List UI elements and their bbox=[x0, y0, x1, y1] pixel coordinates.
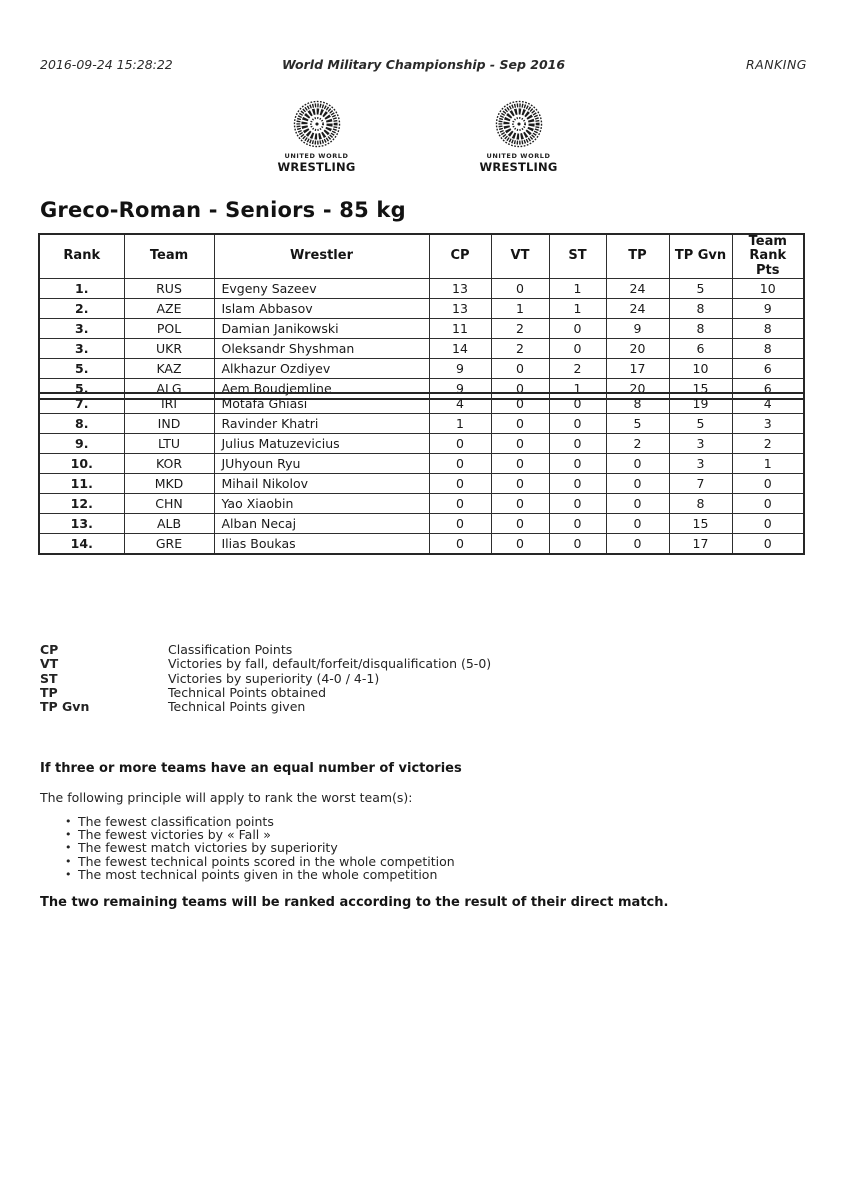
cell-tp_gvn: 3 bbox=[669, 434, 732, 454]
cell-vt: 1 bbox=[491, 298, 549, 318]
cell-tp_gvn: 8 bbox=[669, 494, 732, 514]
cell-wrestler: Aem Boudjemline bbox=[214, 378, 429, 399]
col-header-vt: VT bbox=[491, 234, 549, 278]
cell-cp: 13 bbox=[429, 278, 491, 298]
cell-pts: 0 bbox=[732, 514, 804, 534]
cell-st: 0 bbox=[549, 534, 606, 555]
table-row bbox=[39, 338, 804, 358]
col-header-team-rank-pts: Team Rank Pts bbox=[732, 234, 804, 278]
table-row bbox=[39, 298, 804, 318]
cell-wrestler: JUhyoun Ryu bbox=[214, 454, 429, 474]
cell-rank: 11. bbox=[39, 474, 124, 494]
ranking-table-top bbox=[38, 233, 805, 400]
logo-row bbox=[0, 98, 843, 174]
legend-term: TP Gvn bbox=[40, 699, 90, 715]
cell-tp: 0 bbox=[606, 474, 669, 494]
logo-text-wrestling: WRESTLING bbox=[479, 160, 558, 174]
cell-team: UKR bbox=[124, 338, 214, 358]
col-header-rank: Rank bbox=[39, 234, 124, 278]
col-header-tp-gvn: TP Gvn bbox=[669, 234, 732, 278]
table-row bbox=[39, 358, 804, 378]
cell-st: 0 bbox=[549, 414, 606, 434]
cell-tp: 20 bbox=[606, 378, 669, 399]
cell-pts: 0 bbox=[732, 534, 804, 555]
cell-team: ALG bbox=[124, 378, 214, 399]
cell-tp: 9 bbox=[606, 318, 669, 338]
cell-st: 0 bbox=[549, 318, 606, 338]
cell-cp: 13 bbox=[429, 298, 491, 318]
championship-title: World Military Championship - Sep 2016 bbox=[281, 57, 566, 72]
cell-team: CHN bbox=[124, 494, 214, 514]
cell-pts: 6 bbox=[732, 378, 804, 399]
tiebreak-rules-section bbox=[40, 761, 820, 910]
cell-st: 0 bbox=[549, 434, 606, 454]
cell-cp: 0 bbox=[429, 494, 491, 514]
cell-rank: 5. bbox=[39, 358, 124, 378]
rule-bullet: • The most technical points given in the whole competition bbox=[65, 868, 820, 881]
legend-desc: Victories by fall, default/forfeit/disqualification (5-0) bbox=[168, 656, 492, 672]
cell-vt: 0 bbox=[491, 514, 549, 534]
document-header bbox=[40, 57, 807, 73]
cell-vt: 2 bbox=[491, 318, 549, 338]
cell-vt: 0 bbox=[491, 278, 549, 298]
legend-term: TP bbox=[40, 684, 58, 700]
uww-emblem-icon bbox=[479, 98, 559, 150]
table-row bbox=[39, 454, 804, 474]
cell-rank: 8. bbox=[39, 414, 124, 434]
rules-bullet-list bbox=[40, 815, 820, 881]
uww-logo-right bbox=[479, 98, 559, 174]
cell-tp: 5 bbox=[606, 414, 669, 434]
legend-term: VT bbox=[40, 656, 59, 672]
col-header-tp: TP bbox=[606, 234, 669, 278]
legend-desc: Victories by superiority (4-0 / 4-1) bbox=[168, 670, 380, 686]
legend-row-tp-gvn bbox=[40, 700, 491, 714]
cell-wrestler: Motafa Ghiasi bbox=[214, 393, 429, 414]
cell-cp: 0 bbox=[429, 454, 491, 474]
cell-vt: 0 bbox=[491, 378, 549, 399]
cell-vt: 0 bbox=[491, 414, 549, 434]
cell-tp: 24 bbox=[606, 298, 669, 318]
cell-team: RUS bbox=[124, 278, 214, 298]
cell-team: GRE bbox=[124, 534, 214, 555]
cell-tp: 0 bbox=[606, 514, 669, 534]
cell-tp_gvn: 8 bbox=[669, 298, 732, 318]
cell-vt: 0 bbox=[491, 494, 549, 514]
cell-tp_gvn: 15 bbox=[669, 514, 732, 534]
cell-vt: 0 bbox=[491, 434, 549, 454]
cell-wrestler: Mihail Nikolov bbox=[214, 474, 429, 494]
cell-rank: 9. bbox=[39, 434, 124, 454]
rule-bullet: • The fewest match victories by superiority bbox=[65, 841, 820, 854]
cell-team: MKD bbox=[124, 474, 214, 494]
cell-rank: 1. bbox=[39, 278, 124, 298]
cell-team: AZE bbox=[124, 298, 214, 318]
cell-pts: 1 bbox=[732, 454, 804, 474]
cell-st: 2 bbox=[549, 358, 606, 378]
table-row bbox=[39, 414, 804, 434]
legend-row-vt bbox=[40, 657, 491, 671]
cell-rank: 12. bbox=[39, 494, 124, 514]
table-row bbox=[39, 534, 804, 555]
cell-cp: 4 bbox=[429, 393, 491, 414]
cell-tp: 0 bbox=[606, 454, 669, 474]
cell-wrestler: Damian Janikowski bbox=[214, 318, 429, 338]
cell-pts: 3 bbox=[732, 414, 804, 434]
cell-tp_gvn: 17 bbox=[669, 534, 732, 555]
table-row bbox=[39, 278, 804, 298]
cell-tp: 2 bbox=[606, 434, 669, 454]
abbreviation-legend bbox=[40, 643, 491, 714]
cell-vt: 0 bbox=[491, 534, 549, 555]
cell-cp: 0 bbox=[429, 474, 491, 494]
cell-cp: 0 bbox=[429, 534, 491, 555]
cell-tp: 0 bbox=[606, 534, 669, 555]
cell-vt: 0 bbox=[491, 358, 549, 378]
cell-tp: 17 bbox=[606, 358, 669, 378]
cell-tp: 24 bbox=[606, 278, 669, 298]
cell-cp: 1 bbox=[429, 414, 491, 434]
table-row bbox=[39, 514, 804, 534]
cell-pts: 6 bbox=[732, 358, 804, 378]
cell-rank: 7. bbox=[39, 393, 124, 414]
col-header-cp: CP bbox=[429, 234, 491, 278]
rules-heading: If three or more teams have an equal number of victories bbox=[40, 761, 462, 776]
uww-logo-left bbox=[277, 98, 357, 174]
legend-term: CP bbox=[40, 642, 59, 657]
cell-team: KOR bbox=[124, 454, 214, 474]
cell-wrestler: Islam Abbasov bbox=[214, 298, 429, 318]
print-timestamp: 2016-09-24 15:28:22 bbox=[40, 57, 173, 72]
table-row bbox=[39, 318, 804, 338]
logo-text-united-world: UNITED WORLD bbox=[486, 152, 551, 160]
rules-footer: The two remaining teams will be ranked according to the result of their direct match. bbox=[40, 895, 669, 911]
table-row bbox=[39, 494, 804, 514]
cell-pts: 0 bbox=[732, 474, 804, 494]
cell-tp_gvn: 5 bbox=[669, 414, 732, 434]
cell-wrestler: Yao Xiaobin bbox=[214, 494, 429, 514]
legend-row-tp bbox=[40, 686, 491, 700]
cell-st: 0 bbox=[549, 494, 606, 514]
cell-wrestler: Alban Necaj bbox=[214, 514, 429, 534]
cell-st: 0 bbox=[549, 514, 606, 534]
cell-tp: 0 bbox=[606, 494, 669, 514]
cell-cp: 11 bbox=[429, 318, 491, 338]
rules-intro: The following principle will apply to rank the worst team(s): bbox=[40, 790, 413, 805]
cell-vt: 0 bbox=[491, 393, 549, 414]
cell-rank: 3. bbox=[39, 318, 124, 338]
legend-desc: Classification Points bbox=[168, 642, 293, 657]
cell-rank: 2. bbox=[39, 298, 124, 318]
cell-vt: 0 bbox=[491, 474, 549, 494]
cell-tp_gvn: 8 bbox=[669, 318, 732, 338]
logo-text-united-world: UNITED WORLD bbox=[284, 152, 349, 160]
cell-pts: 0 bbox=[732, 494, 804, 514]
cell-rank: 5. bbox=[39, 378, 124, 399]
cell-wrestler: Oleksandr Shyshman bbox=[214, 338, 429, 358]
cell-st: 0 bbox=[549, 393, 606, 414]
table-header-row bbox=[39, 234, 804, 278]
cell-wrestler: Alkhazur Ozdiyev bbox=[214, 358, 429, 378]
legend-term: ST bbox=[40, 670, 58, 686]
cell-tp_gvn: 6 bbox=[669, 338, 732, 358]
cell-cp: 14 bbox=[429, 338, 491, 358]
cell-pts: 10 bbox=[732, 278, 804, 298]
cell-tp_gvn: 15 bbox=[669, 378, 732, 399]
table-row bbox=[39, 393, 804, 414]
cell-wrestler: Evgeny Sazeev bbox=[214, 278, 429, 298]
cell-cp: 0 bbox=[429, 434, 491, 454]
cell-tp_gvn: 7 bbox=[669, 474, 732, 494]
cell-st: 0 bbox=[549, 338, 606, 358]
table-row bbox=[39, 434, 804, 454]
cell-pts: 9 bbox=[732, 298, 804, 318]
cell-cp: 9 bbox=[429, 378, 491, 399]
cell-team: KAZ bbox=[124, 358, 214, 378]
uww-emblem-icon bbox=[277, 98, 357, 150]
cell-wrestler: Ilias Boukas bbox=[214, 534, 429, 555]
col-header-st: ST bbox=[549, 234, 606, 278]
cell-pts: 8 bbox=[732, 338, 804, 358]
cell-st: 1 bbox=[549, 378, 606, 399]
cell-rank: 14. bbox=[39, 534, 124, 555]
cell-rank: 13. bbox=[39, 514, 124, 534]
cell-team: LTU bbox=[124, 434, 214, 454]
cell-team: IRI bbox=[124, 393, 214, 414]
ranking-table-bottom bbox=[38, 392, 805, 555]
cell-wrestler: Ravinder Khatri bbox=[214, 414, 429, 434]
legend-desc: Technical Points given bbox=[168, 699, 306, 715]
legend-row-st bbox=[40, 672, 491, 686]
cell-tp: 8 bbox=[606, 393, 669, 414]
cell-cp: 0 bbox=[429, 514, 491, 534]
rule-bullet: • The fewest victories by « Fall » bbox=[65, 828, 820, 841]
legend-row-cp bbox=[40, 643, 491, 657]
cell-cp: 9 bbox=[429, 358, 491, 378]
cell-pts: 8 bbox=[732, 318, 804, 338]
cell-wrestler: Julius Matuzevicius bbox=[214, 434, 429, 454]
cell-tp_gvn: 3 bbox=[669, 454, 732, 474]
cell-st: 0 bbox=[549, 454, 606, 474]
cell-team: POL bbox=[124, 318, 214, 338]
cell-rank: 10. bbox=[39, 454, 124, 474]
rule-bullet: • The fewest technical points scored in the whole competition bbox=[65, 855, 820, 868]
cell-tp: 20 bbox=[606, 338, 669, 358]
cell-tp_gvn: 19 bbox=[669, 393, 732, 414]
cell-team: IND bbox=[124, 414, 214, 434]
col-header-wrestler: Wrestler bbox=[214, 234, 429, 278]
cell-vt: 2 bbox=[491, 338, 549, 358]
logo-text-wrestling: WRESTLING bbox=[277, 160, 356, 174]
document-type-label: RANKING bbox=[745, 57, 807, 72]
cell-pts: 4 bbox=[732, 393, 804, 414]
cell-pts: 2 bbox=[732, 434, 804, 454]
legend-desc: Technical Points obtained bbox=[168, 684, 327, 700]
cell-rank: 3. bbox=[39, 338, 124, 358]
category-title: Greco-Roman - Seniors - 85 kg bbox=[40, 198, 406, 222]
cell-tp_gvn: 5 bbox=[669, 278, 732, 298]
col-header-team: Team bbox=[124, 234, 214, 278]
table-row bbox=[39, 474, 804, 494]
cell-st: 1 bbox=[549, 278, 606, 298]
cell-vt: 0 bbox=[491, 454, 549, 474]
cell-st: 0 bbox=[549, 474, 606, 494]
rule-bullet: • The fewest classification points bbox=[65, 815, 820, 828]
cell-team: ALB bbox=[124, 514, 214, 534]
cell-st: 1 bbox=[549, 298, 606, 318]
cell-tp_gvn: 10 bbox=[669, 358, 732, 378]
